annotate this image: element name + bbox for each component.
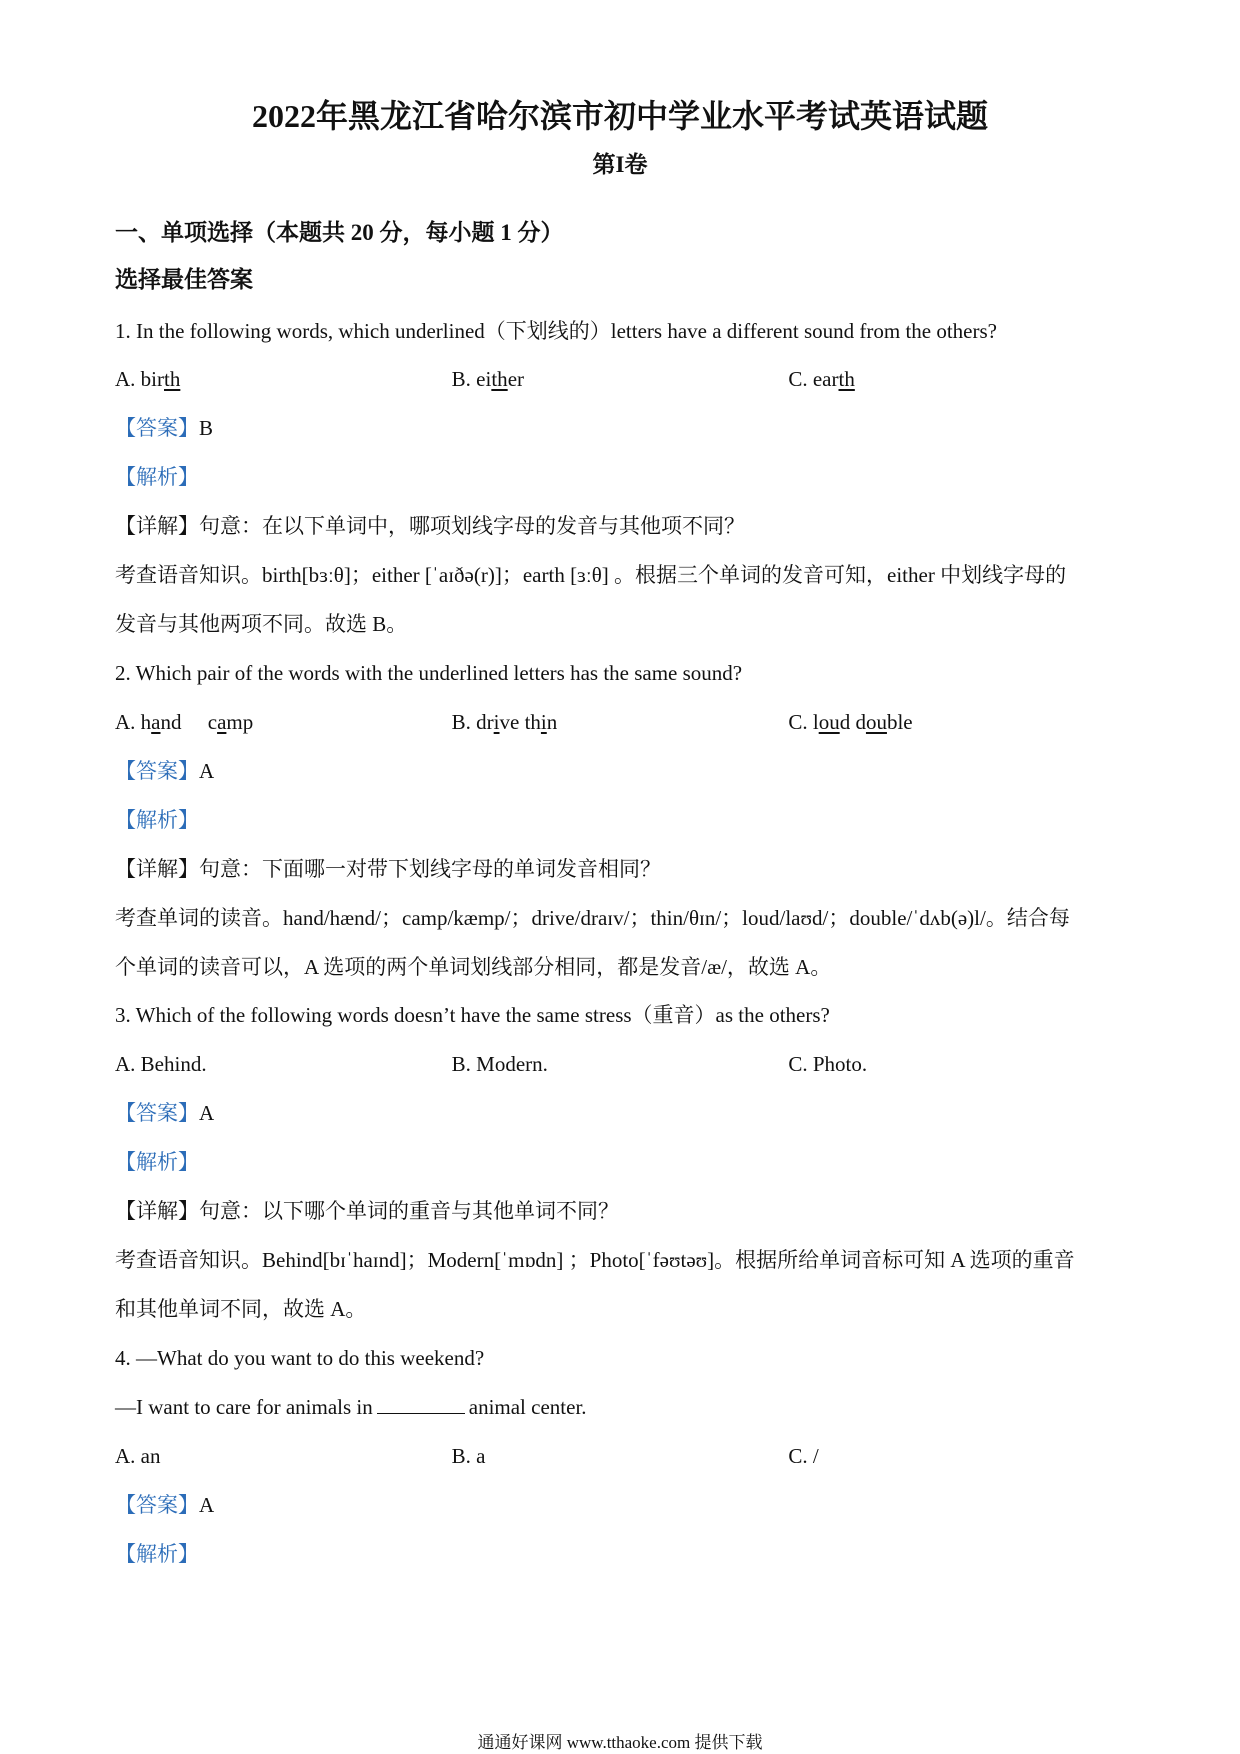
answer-tag: 【答案】: [115, 1493, 199, 1517]
question-4-option-a: A. an: [115, 1444, 161, 1468]
page-title: 2022年黑龙江省哈尔滨市初中学业水平考试英语试题: [251, 98, 988, 134]
question-2-detail-intro: 【详解】句意：下面哪一对带下划线字母的单词发音相同？: [115, 857, 661, 881]
detail-tag: 【详解】: [115, 514, 199, 538]
question-4-stem-line-2: —I want to care for animals in animal center.: [115, 1395, 587, 1419]
question-4-option-c: C. /: [788, 1444, 819, 1468]
question-3-detail-intro: 【详解】句意：以下哪个单词的重音与其他单词不同？: [115, 1199, 619, 1223]
question-1-option-a: A. birth: [115, 367, 181, 391]
question-2-detail-line: 考查单词的读音。hand/hænd/；camp/kæmp/；drive/draɪv/；thin/θɪn/；loud/laʊd/；double/ˈdʌb(ə)l/。结合每: [115, 906, 1070, 930]
question-2-detail-line: 个单词的读音可以，A 选项的两个单词划线部分相同，都是发音/æ/，故选 A。: [115, 955, 832, 979]
fill-in-blank: [377, 1395, 465, 1414]
question-1-option-b: B. either: [451, 367, 525, 391]
question-1-option-c: C. earth: [788, 367, 855, 391]
question-3-option-b: B. Modern.: [451, 1052, 548, 1076]
question-2-option-a: A. hand camp: [115, 710, 254, 734]
detail-tag: 【详解】: [115, 857, 199, 881]
question-2-analysis: [115, 805, 1125, 835]
instruction: 选择最佳答案: [115, 267, 253, 292]
question-4-option-b: B. a: [451, 1444, 486, 1468]
page-footer: 通通好课网 www.tthaoke.com 提供下载: [477, 1733, 763, 1752]
question-2-answer: 【答案】A: [115, 759, 215, 783]
analysis-tag: 【解析】: [115, 465, 199, 489]
question-1-detail-intro: 【详解】句意：在以下单词中，哪项划线字母的发音与其他项不同？: [115, 514, 745, 538]
question-1-answer: 【答案】B: [115, 416, 214, 440]
question-3-option-a: A. Behind.: [115, 1052, 207, 1076]
section-heading: 一、单项选择（本题共 20 分，每小题 1 分）: [115, 220, 564, 245]
question-3-analysis: [115, 1147, 1125, 1177]
question-1-detail-line: 考查语音知识。birth[bɜːθ]；either [ˈaɪðə(r)]；earth [ɜːθ] 。根据三个单词的发音可知，either 中划线字母的: [115, 563, 1067, 587]
question-1-stem: 1. In the following words, which underlined（下划线的）letters have a different sound from the others?: [115, 319, 997, 343]
question-4-stem: 4. —What do you want to do this weekend?: [115, 1346, 485, 1370]
detail-tag: 【详解】: [115, 1199, 199, 1223]
answer-tag: 【答案】: [115, 759, 199, 783]
question-4-answer: 【答案】A: [115, 1493, 215, 1517]
question-2-options: [115, 707, 1125, 737]
question-1-analysis: [115, 462, 1125, 492]
volume-subtitle: 第I卷: [592, 152, 648, 177]
question-1-detail-line: 发音与其他两项不同。故选 B。: [115, 612, 408, 636]
analysis-tag: 【解析】: [115, 1150, 199, 1174]
answer-tag: 【答案】: [115, 1101, 199, 1125]
question-2-stem: 2. Which pair of the words with the underlined letters has the same sound?: [115, 661, 743, 685]
question-3-detail-line: 和其他单词不同，故选 A。: [115, 1297, 367, 1321]
question-2-option-c: C. loud double: [788, 710, 913, 734]
question-3-option-c: C. Photo.: [788, 1052, 868, 1076]
question-4-options: [115, 1441, 1125, 1471]
analysis-tag: 【解析】: [115, 808, 199, 832]
question-3-detail-line: 考查语音知识。Behind[bɪˈhaɪnd]；Modern[ˈmɒdn] ；Photo[ˈfəʊtəʊ]。根据所给单词音标可知 A 选项的重音: [115, 1248, 1075, 1272]
question-3-options: [115, 1049, 1125, 1079]
question-3-answer: 【答案】A: [115, 1101, 215, 1125]
question-2-option-b: B. drive thin: [451, 710, 558, 734]
question-4-analysis: [115, 1539, 1125, 1569]
analysis-tag: 【解析】: [115, 1542, 199, 1566]
question-3-stem: 3. Which of the following words doesn’t have the same stress（重音）as the others?: [115, 1003, 830, 1027]
answer-tag: 【答案】: [115, 416, 199, 440]
question-1-options: [115, 364, 1125, 394]
